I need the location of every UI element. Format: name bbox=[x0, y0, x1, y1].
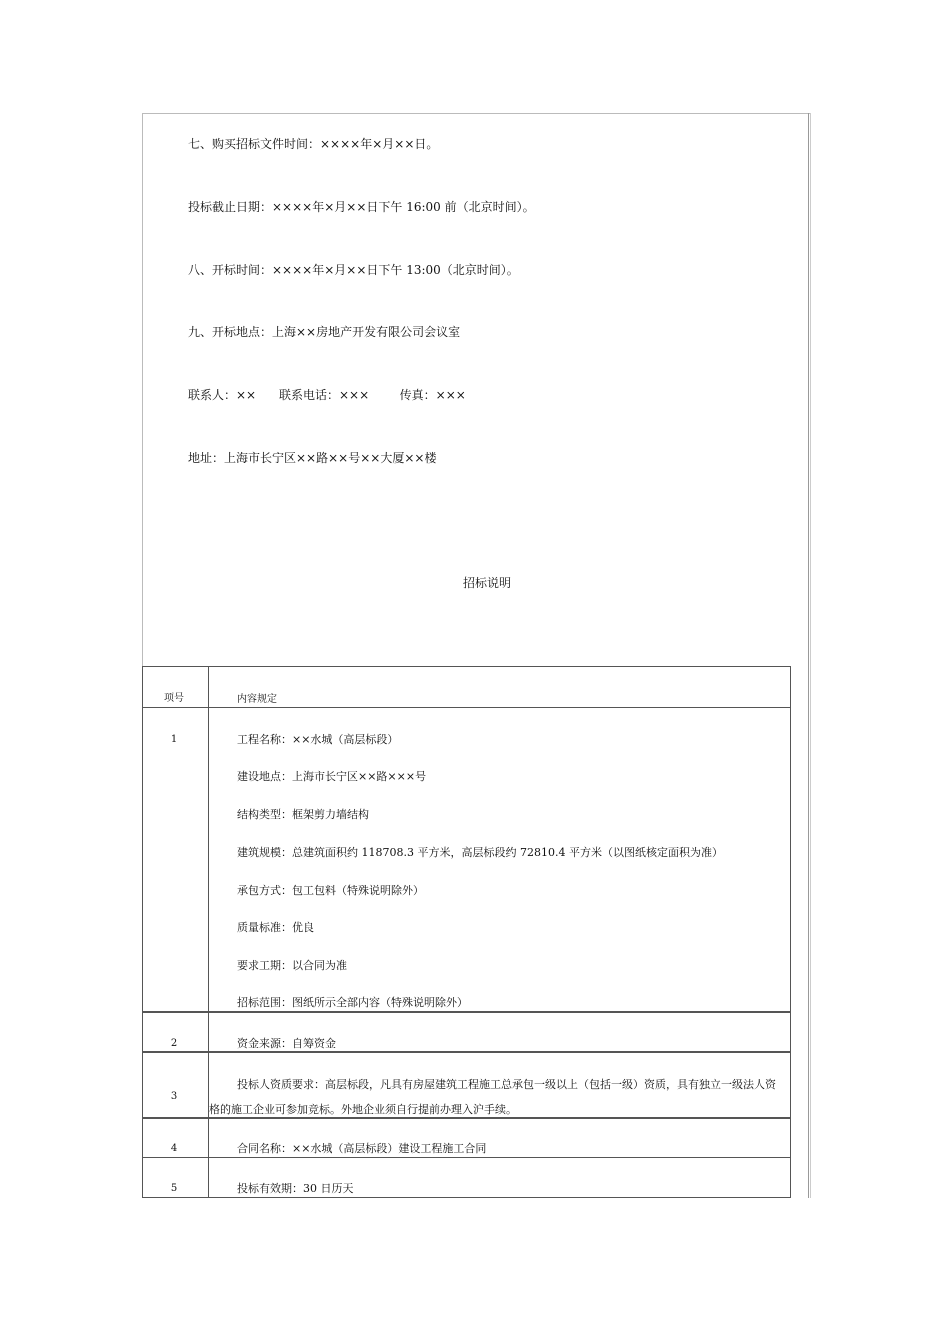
header-no: 项号 bbox=[164, 693, 184, 704]
row1-line: 招标范围：图纸所示全部内容（特殊说明除外） bbox=[237, 996, 468, 1009]
row1-line: 承包方式：包工包料（特殊说明除外） bbox=[237, 884, 424, 897]
row-number: 1 bbox=[170, 734, 178, 745]
row-number: 4 bbox=[170, 1143, 178, 1154]
paragraph-bid-deadline: 投标截止日期：××××年×月××日下午 16:00 前（北京时间）。 bbox=[188, 200, 535, 214]
page-frame-right-inner bbox=[810, 113, 811, 1198]
row3-line: 格的施工企业可参加竞标。外地企业须自行提前办理入沪手续。 bbox=[209, 1103, 517, 1116]
section-heading: 招标说明 bbox=[463, 576, 512, 590]
row1-line: 工程名称：××水城（高层标段） bbox=[237, 733, 399, 746]
row1-line: 结构类型：框架剪力墙结构 bbox=[237, 808, 369, 821]
row4-text: 合同名称：××水城（高层标段）建设工程施工合同 bbox=[237, 1142, 487, 1155]
row-number: 2 bbox=[170, 1038, 178, 1049]
paragraph-contacts: 联系人：×× 联系电话：××× 传真：××× bbox=[188, 388, 466, 402]
header-content: 内容规定 bbox=[237, 694, 277, 705]
row1-line: 建设地点：上海市长宁区××路×××号 bbox=[237, 770, 427, 783]
row-number: 3 bbox=[170, 1091, 178, 1102]
page-frame-right bbox=[808, 113, 809, 1198]
row2-text: 资金来源：自筹资金 bbox=[237, 1037, 336, 1050]
row1-line: 建筑规模：总建筑面积约 118708.3 平方米，高层标段约 72810.4 平方米（以图纸核定面积为准） bbox=[237, 846, 723, 859]
row3-line: 投标人资质要求：高层标段，凡具有房屋建筑工程施工总承包一级以上（包括一级）资质，具有独立一级法人资 bbox=[237, 1078, 776, 1091]
table-row bbox=[142, 1052, 209, 1118]
paragraph-address: 地址：上海市长宁区××路××号××大厦××楼 bbox=[188, 451, 437, 465]
row5-text: 投标有效期：30 日历天 bbox=[237, 1182, 354, 1195]
row1-line: 质量标准：优良 bbox=[237, 921, 314, 934]
paragraph-purchase-time: 七、购买招标文件时间：××××年×月××日。 bbox=[188, 137, 439, 151]
row1-line: 要求工期：以合同为准 bbox=[237, 959, 347, 972]
paragraph-opening-place: 九、开标地点：上海××房地产开发有限公司会议室 bbox=[188, 325, 461, 339]
page-frame-left bbox=[142, 113, 143, 666]
page-frame-top bbox=[142, 113, 810, 114]
table-row bbox=[142, 707, 209, 1012]
header-cell-content bbox=[208, 666, 791, 708]
bidding-table bbox=[142, 666, 791, 1198]
row-number: 5 bbox=[170, 1183, 178, 1194]
paragraph-opening-time: 八、开标时间：××××年×月××日下午 13:00（北京时间）。 bbox=[188, 263, 519, 277]
